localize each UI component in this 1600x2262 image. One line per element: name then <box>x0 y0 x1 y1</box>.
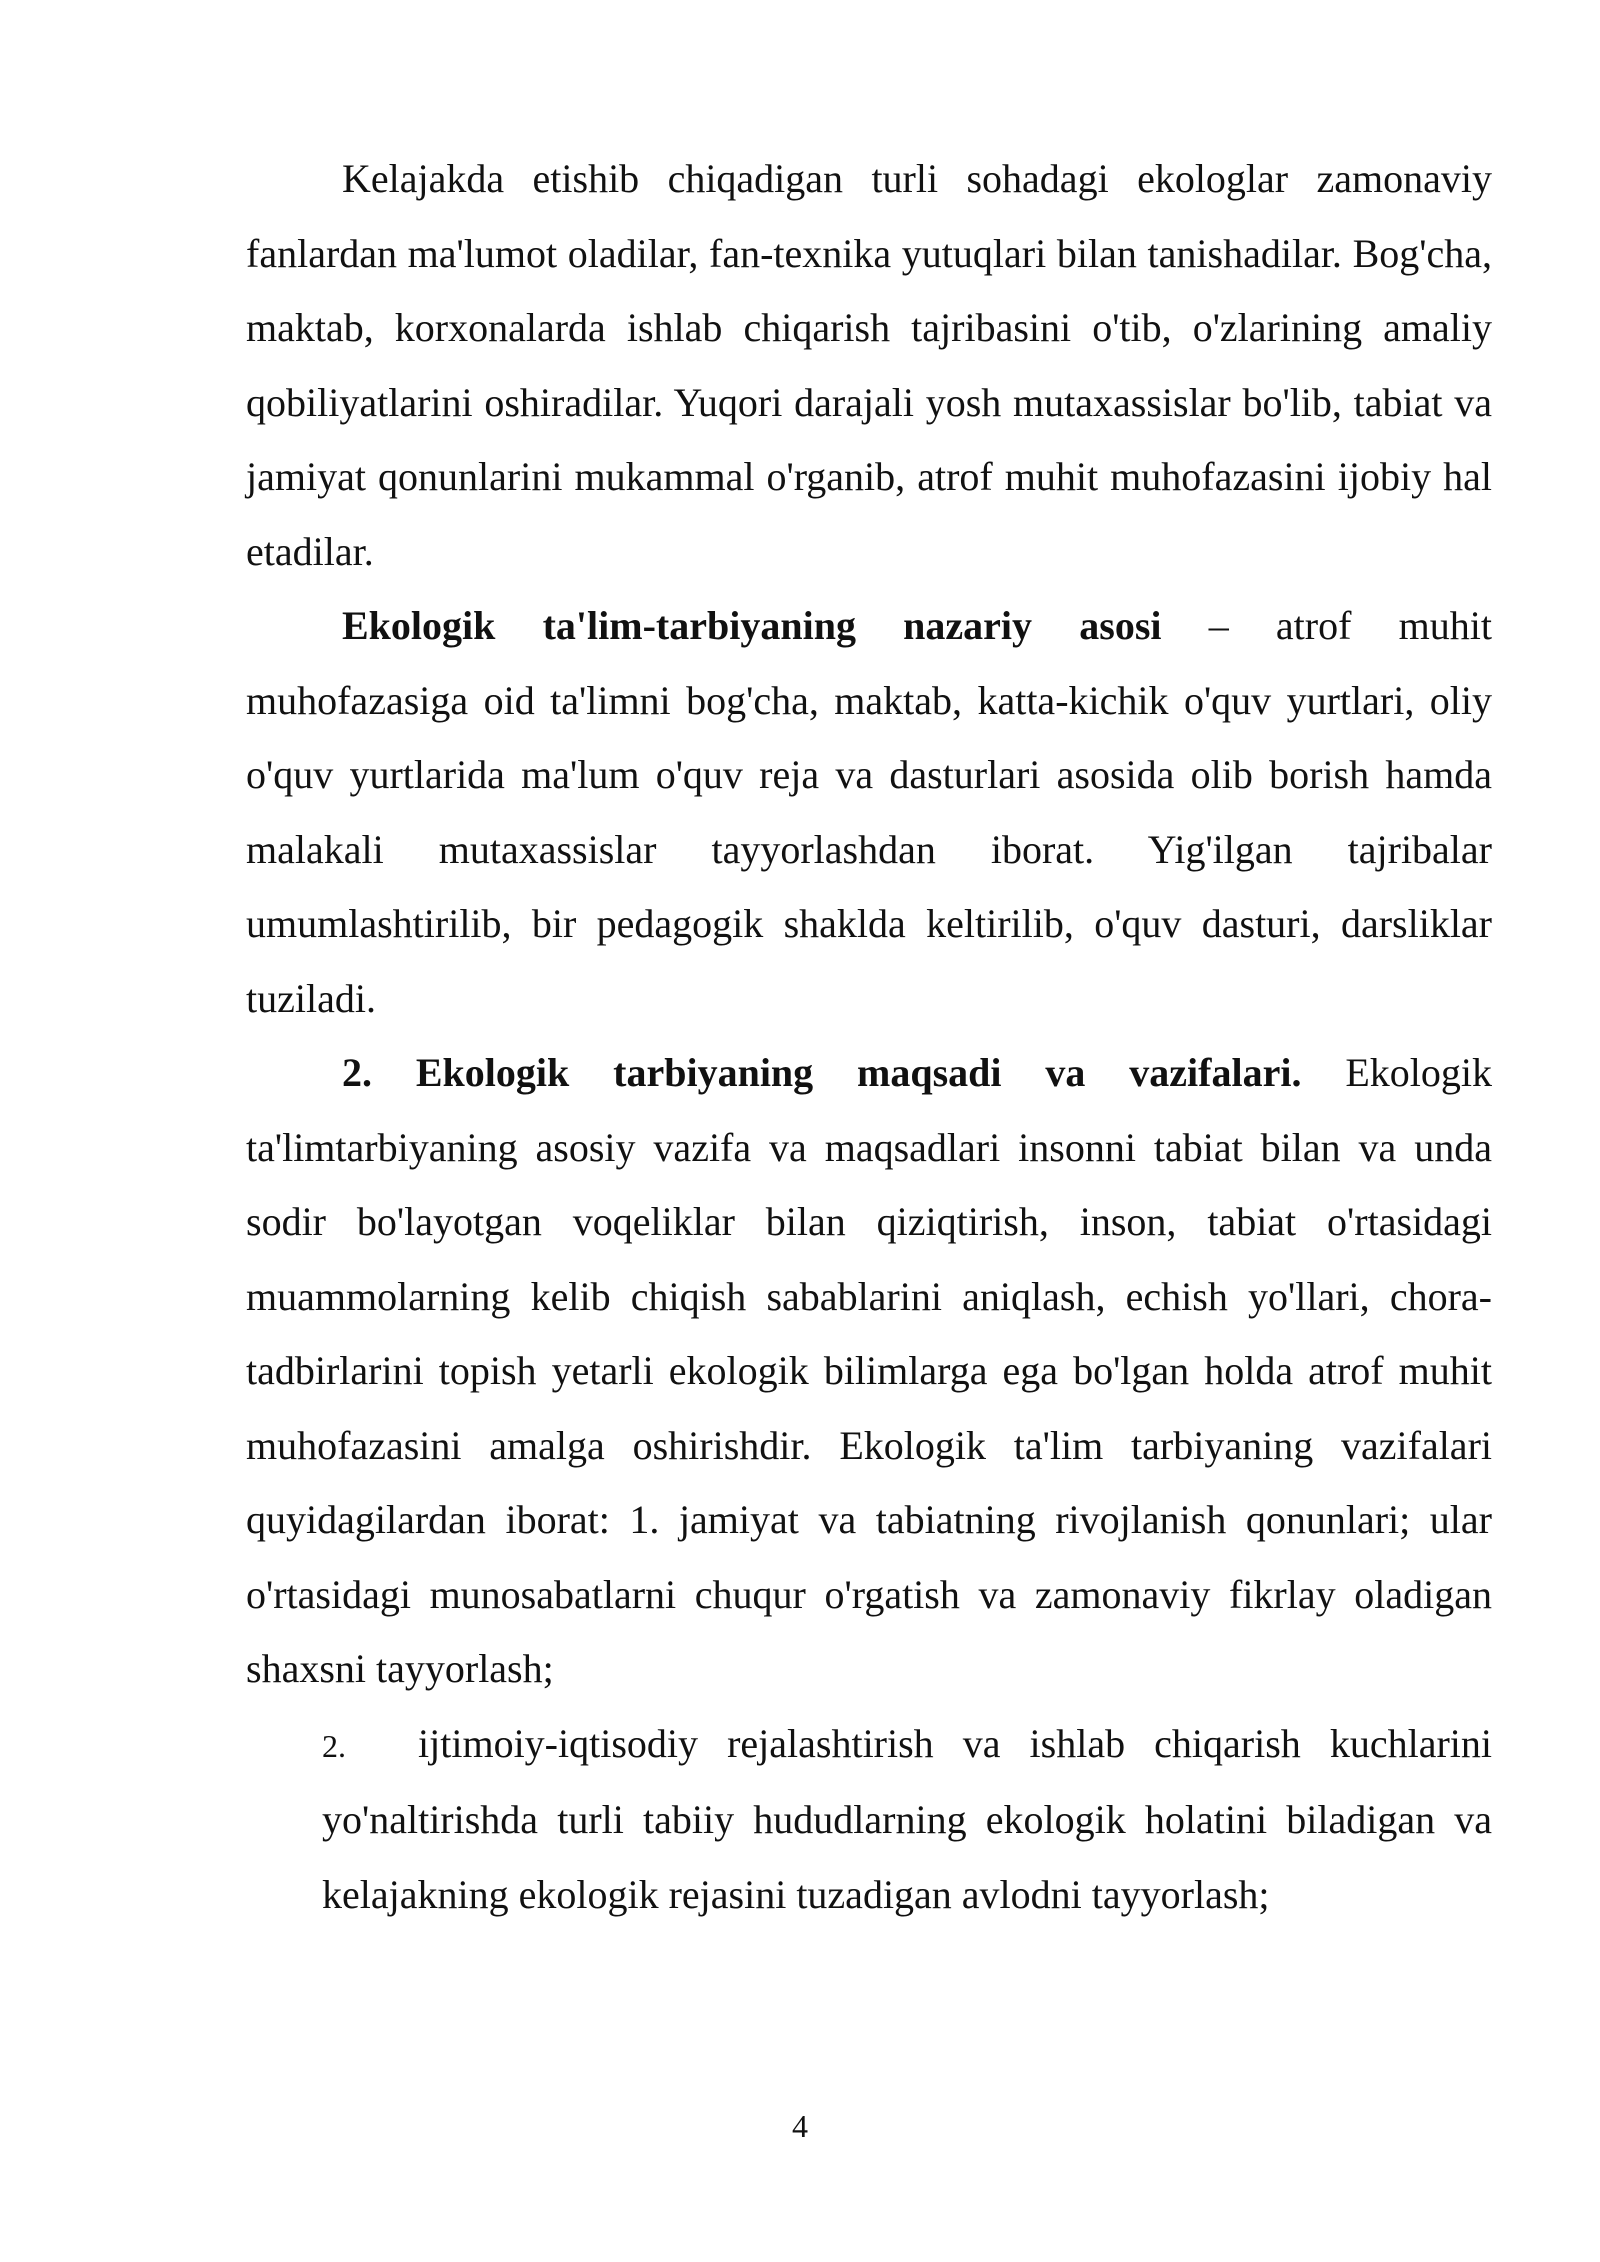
list-item-text: ijtimoiy-iqtisodiy rejalashtirish va ishlab chiqarish kuchlarini yo'naltirishda turli tabiiy hududlarning ekologik holatini biladigan va kelajakning ekologik rejasini tuzadigan avlodni tayyorlash; <box>322 1720 1492 1917</box>
list-item <box>322 1707 1492 1933</box>
paragraph-goals <box>246 1036 1492 1707</box>
page-number: 4 <box>792 2108 808 2144</box>
theory-text: – atrof muhit muhofazasiga oid ta'limni bog'cha, maktab, katta-kichik o'quv yurtlari, oliy o'quv yurtlarida ma'lum o'quv reja va dasturlari asosida olib borish hamda malakali mutaxassislar tayyorlashdan iborat. Yig'ilgan tajribalar umumlashtirilib, bir pedagogik shakldа keltirilib, o'quv dasturi, darsliklar tuziladi. <box>246 603 1492 1021</box>
goals-text: Ekologik ta'limtarbiyaning asosiy vazifa va maqsadlari insonni tabiat bilan va unda sodir bo'layotgan voqeliklar bilan qiziqtirish, inson, tabiat o'rtasidagi muammolarning kelib chiqish sabablarini aniqlash, echish yo'llari, chora-tadbirlarini topish yetarli ekologik bilimlarga ega bo'lgan holda atrof muhit muhofazasini amalga oshirishdir. Ekologik ta'lim tarbiyaning vazifalari quyidagilardan iborat: 1. jamiyat va tabiatning rivojlanish qonunlari; ular o'rtasidagi munosabatlarni chuqur o'rgatish va zamonaviy fikrlay oladigan shaxsni tayyorlash; <box>246 1050 1492 1691</box>
list-number: 2. <box>322 1727 346 1764</box>
paragraph-intro: Kelajakda etishib chiqadigan turli sohadagi ekologlar zamonaviy fanlardan ma'lumot oladilar, fan-texnika yutuqlari bilan tanishadilar. Bog'cha, maktab, korxonalarda ishlab chiqarish tajribasini o'tib, o'zlarining amaliy qobiliyatlarini oshiradilar. Yuqori darajali yosh mutaxassislar bo'lib, tabiat va jamiyat qonunlarini mukammal o'rganib, atrof muhit muhofazasini ijobiy hal etadilar. <box>246 156 1492 574</box>
theory-heading: Ekologik ta'lim-tarbiyaning nazariy asosi <box>342 603 1162 648</box>
document-body <box>246 142 1492 1932</box>
paragraph-theory <box>246 589 1492 1036</box>
section-heading: 2. Ekologik tarbiyaning maqsadi va vazifalari. <box>342 1050 1302 1095</box>
